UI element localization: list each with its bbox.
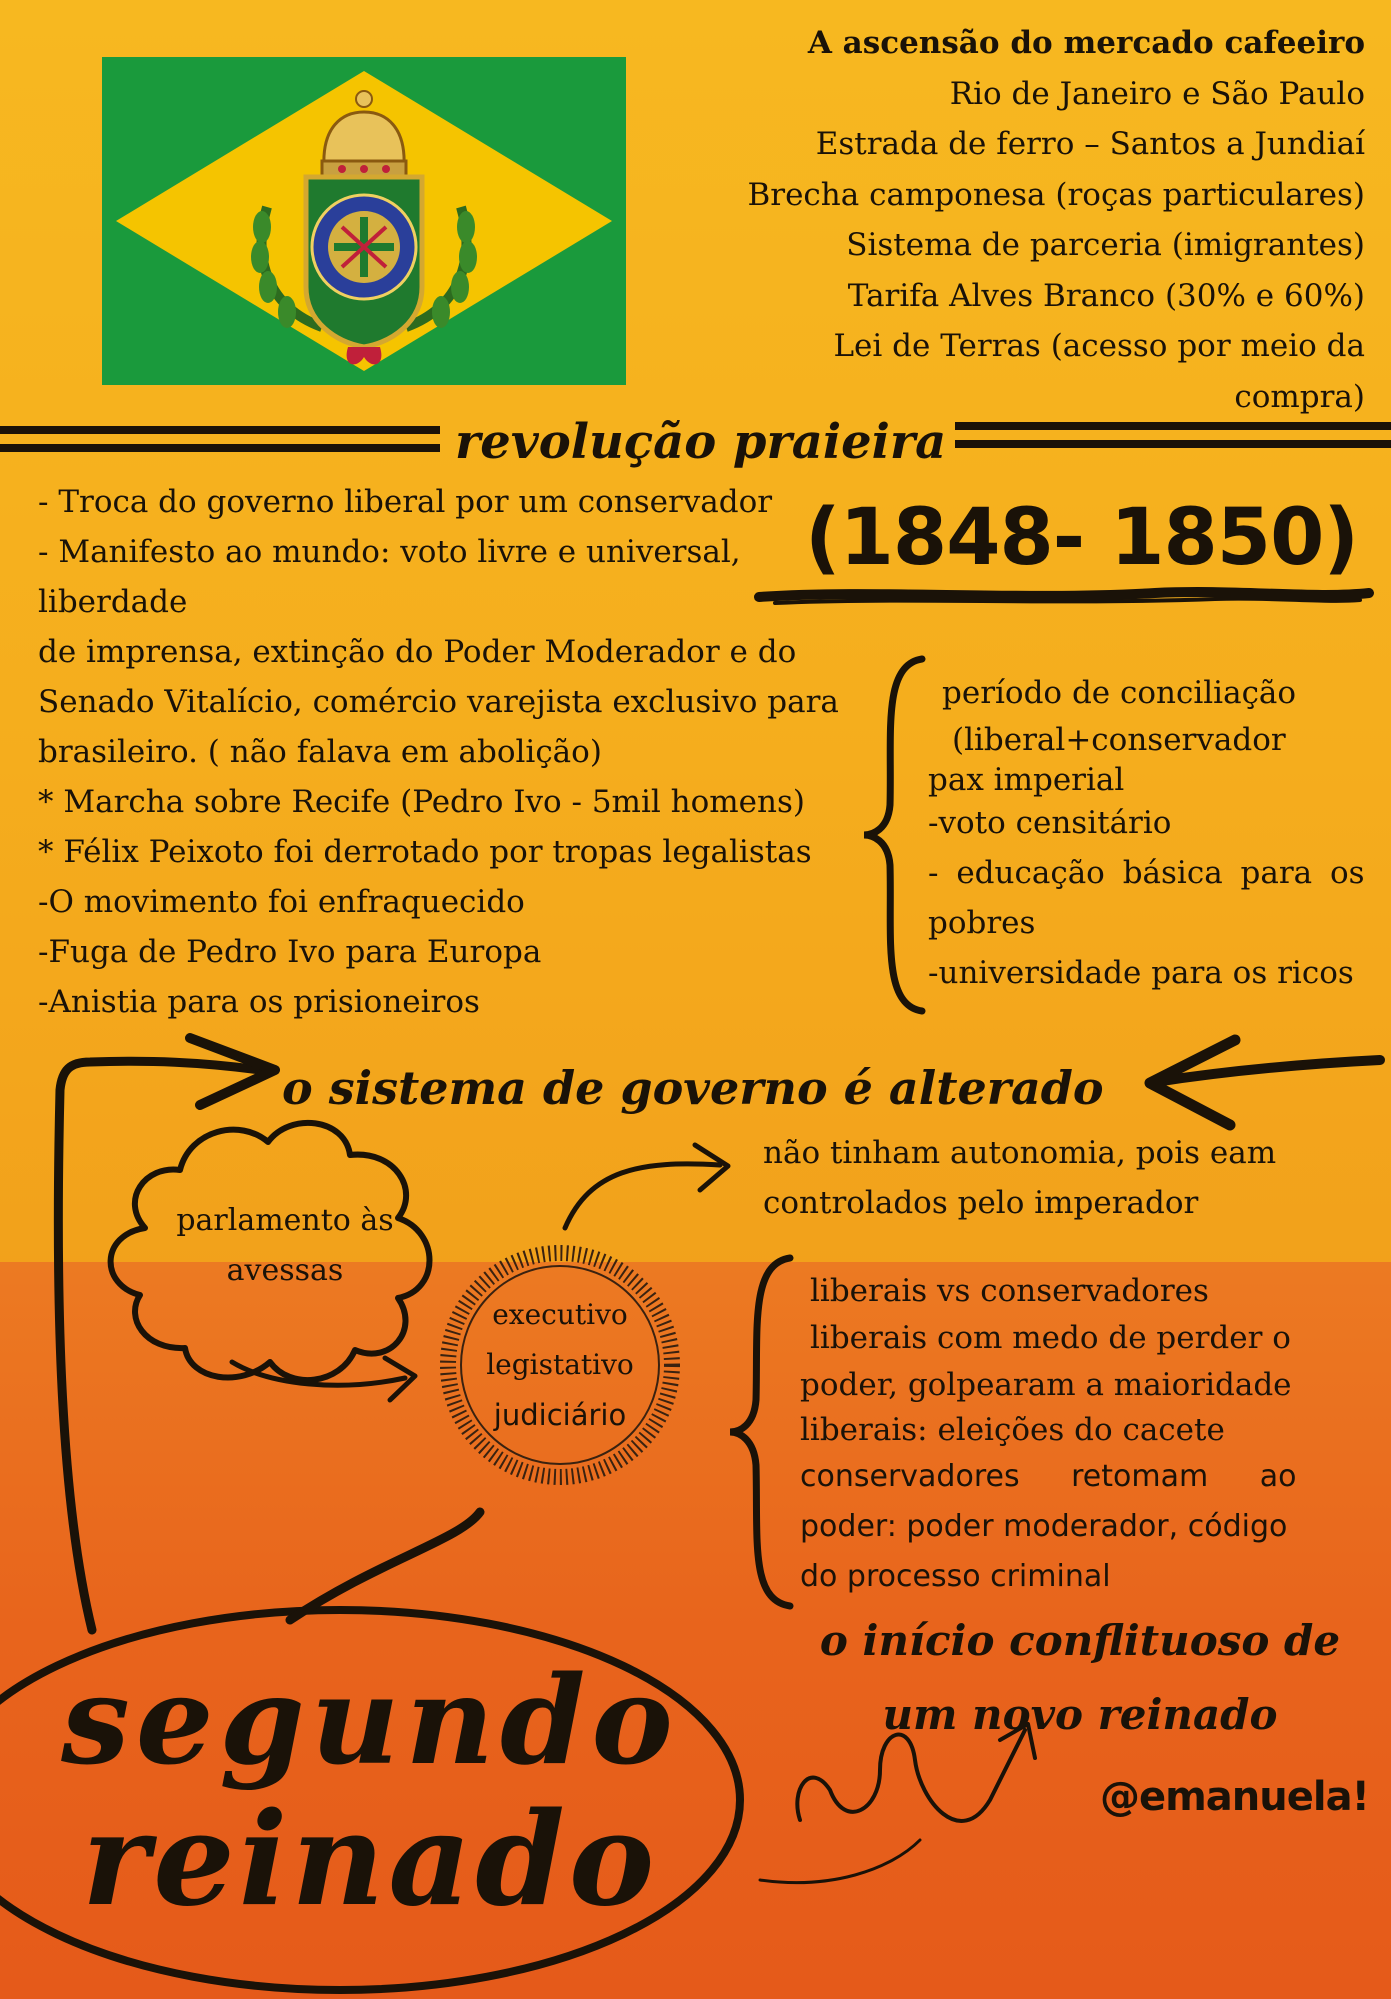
coffee-title: A ascensão do mercado cafeeiro xyxy=(807,25,1365,61)
autonomy-text xyxy=(763,1128,1363,1228)
parties-line: liberais vs conservadores xyxy=(810,1273,1209,1309)
power-item: executivo xyxy=(492,1298,628,1331)
praieira-years: (1848- 1850) xyxy=(805,493,1359,583)
cloud-line: parlamento às xyxy=(176,1203,394,1238)
praieira-line: * Marcha sobre Recife (Pedro Ivo - 5mil homens) xyxy=(38,784,805,820)
coffee-line: Brecha camponesa (roças particulares) xyxy=(747,176,1365,213)
parties-line: do processo criminal xyxy=(800,1559,1111,1594)
autonomy-line: não tinham autonomia, pois eam xyxy=(763,1135,1277,1171)
praieira-line: -Anistia para os prisioneiros xyxy=(38,984,480,1020)
autonomy-line: controlados pelo imperador xyxy=(763,1185,1199,1221)
conciliation-line: período de conciliação xyxy=(942,675,1297,711)
parties-line xyxy=(800,1452,1375,1502)
coffee-line: compra) xyxy=(1234,378,1365,415)
conciliation-line: pax imperial xyxy=(928,762,1125,798)
cloud-line: avessas xyxy=(226,1253,344,1288)
praieira-heading: revolução praieira xyxy=(455,414,947,470)
coffee-line: Lei de Terras (acesso por meio da xyxy=(833,328,1365,364)
praieira-line: liberdade xyxy=(38,584,188,620)
author-handle: @emanuela! xyxy=(1100,1774,1369,1820)
government-heading: o sistema de governo é alterado xyxy=(282,1061,1104,1115)
power-item: legistativo xyxy=(486,1348,634,1381)
conciliation-line: - educação básica para os xyxy=(928,855,1365,891)
coffee-line: Estrada de ferro – Santos a Jundiaí xyxy=(815,126,1365,162)
cloud-label xyxy=(150,1196,420,1296)
parties-line-text: conservadores retomam ao xyxy=(800,1459,1297,1494)
conflict-line: um novo reinado xyxy=(882,1690,1278,1739)
powers-label xyxy=(455,1290,665,1440)
coffee-line: Sistema de parceria (imigrantes) xyxy=(846,227,1365,263)
coffee-line: Rio de Janeiro e São Paulo xyxy=(949,75,1365,112)
conciliation-line: -voto censitário xyxy=(928,805,1172,841)
parties-line: poder: poder moderador, código xyxy=(800,1509,1288,1544)
power-item: judiciário xyxy=(493,1398,627,1432)
main-title xyxy=(20,1648,720,1935)
parties-line: liberais: eleições do cacete xyxy=(800,1412,1225,1448)
praieira-line: - Manifesto ao mundo: voto livre e universal, xyxy=(38,534,741,570)
praieira-line: de imprensa, extinção do Poder Moderador e do xyxy=(38,634,797,670)
praieira-line: * Félix Peixoto foi derrotado por tropas legalistas xyxy=(38,834,812,870)
conciliation-line: -universidade para os ricos xyxy=(928,955,1354,991)
praieira-line: Senado Vitalício, comércio varejista exclusivo para xyxy=(38,684,839,720)
conflict-line: o início conflituoso de xyxy=(819,1616,1341,1665)
praieira-line: -O movimento foi enfraquecido xyxy=(38,884,525,920)
praieira-line: -Fuga de Pedro Ivo para Europa xyxy=(38,934,542,970)
praieira-line: brasileiro. ( não falava em abolição) xyxy=(38,734,602,770)
title-line: reinado xyxy=(81,1785,659,1935)
parties-line: liberais com medo de perder o xyxy=(810,1320,1291,1356)
parties-line: poder, golpearam a maioridade xyxy=(800,1367,1292,1403)
coffee-line: Tarifa Alves Branco (30% e 60%) xyxy=(847,277,1365,314)
parties-text xyxy=(800,1268,1375,1602)
title-line: segundo xyxy=(61,1648,679,1792)
conciliation-line: (liberal+conservador xyxy=(952,722,1286,758)
conflict-heading xyxy=(780,1604,1380,1752)
conciliation-line: pobres xyxy=(928,905,1036,941)
praieira-line: - Troca do governo liberal por um conservador xyxy=(38,484,773,520)
